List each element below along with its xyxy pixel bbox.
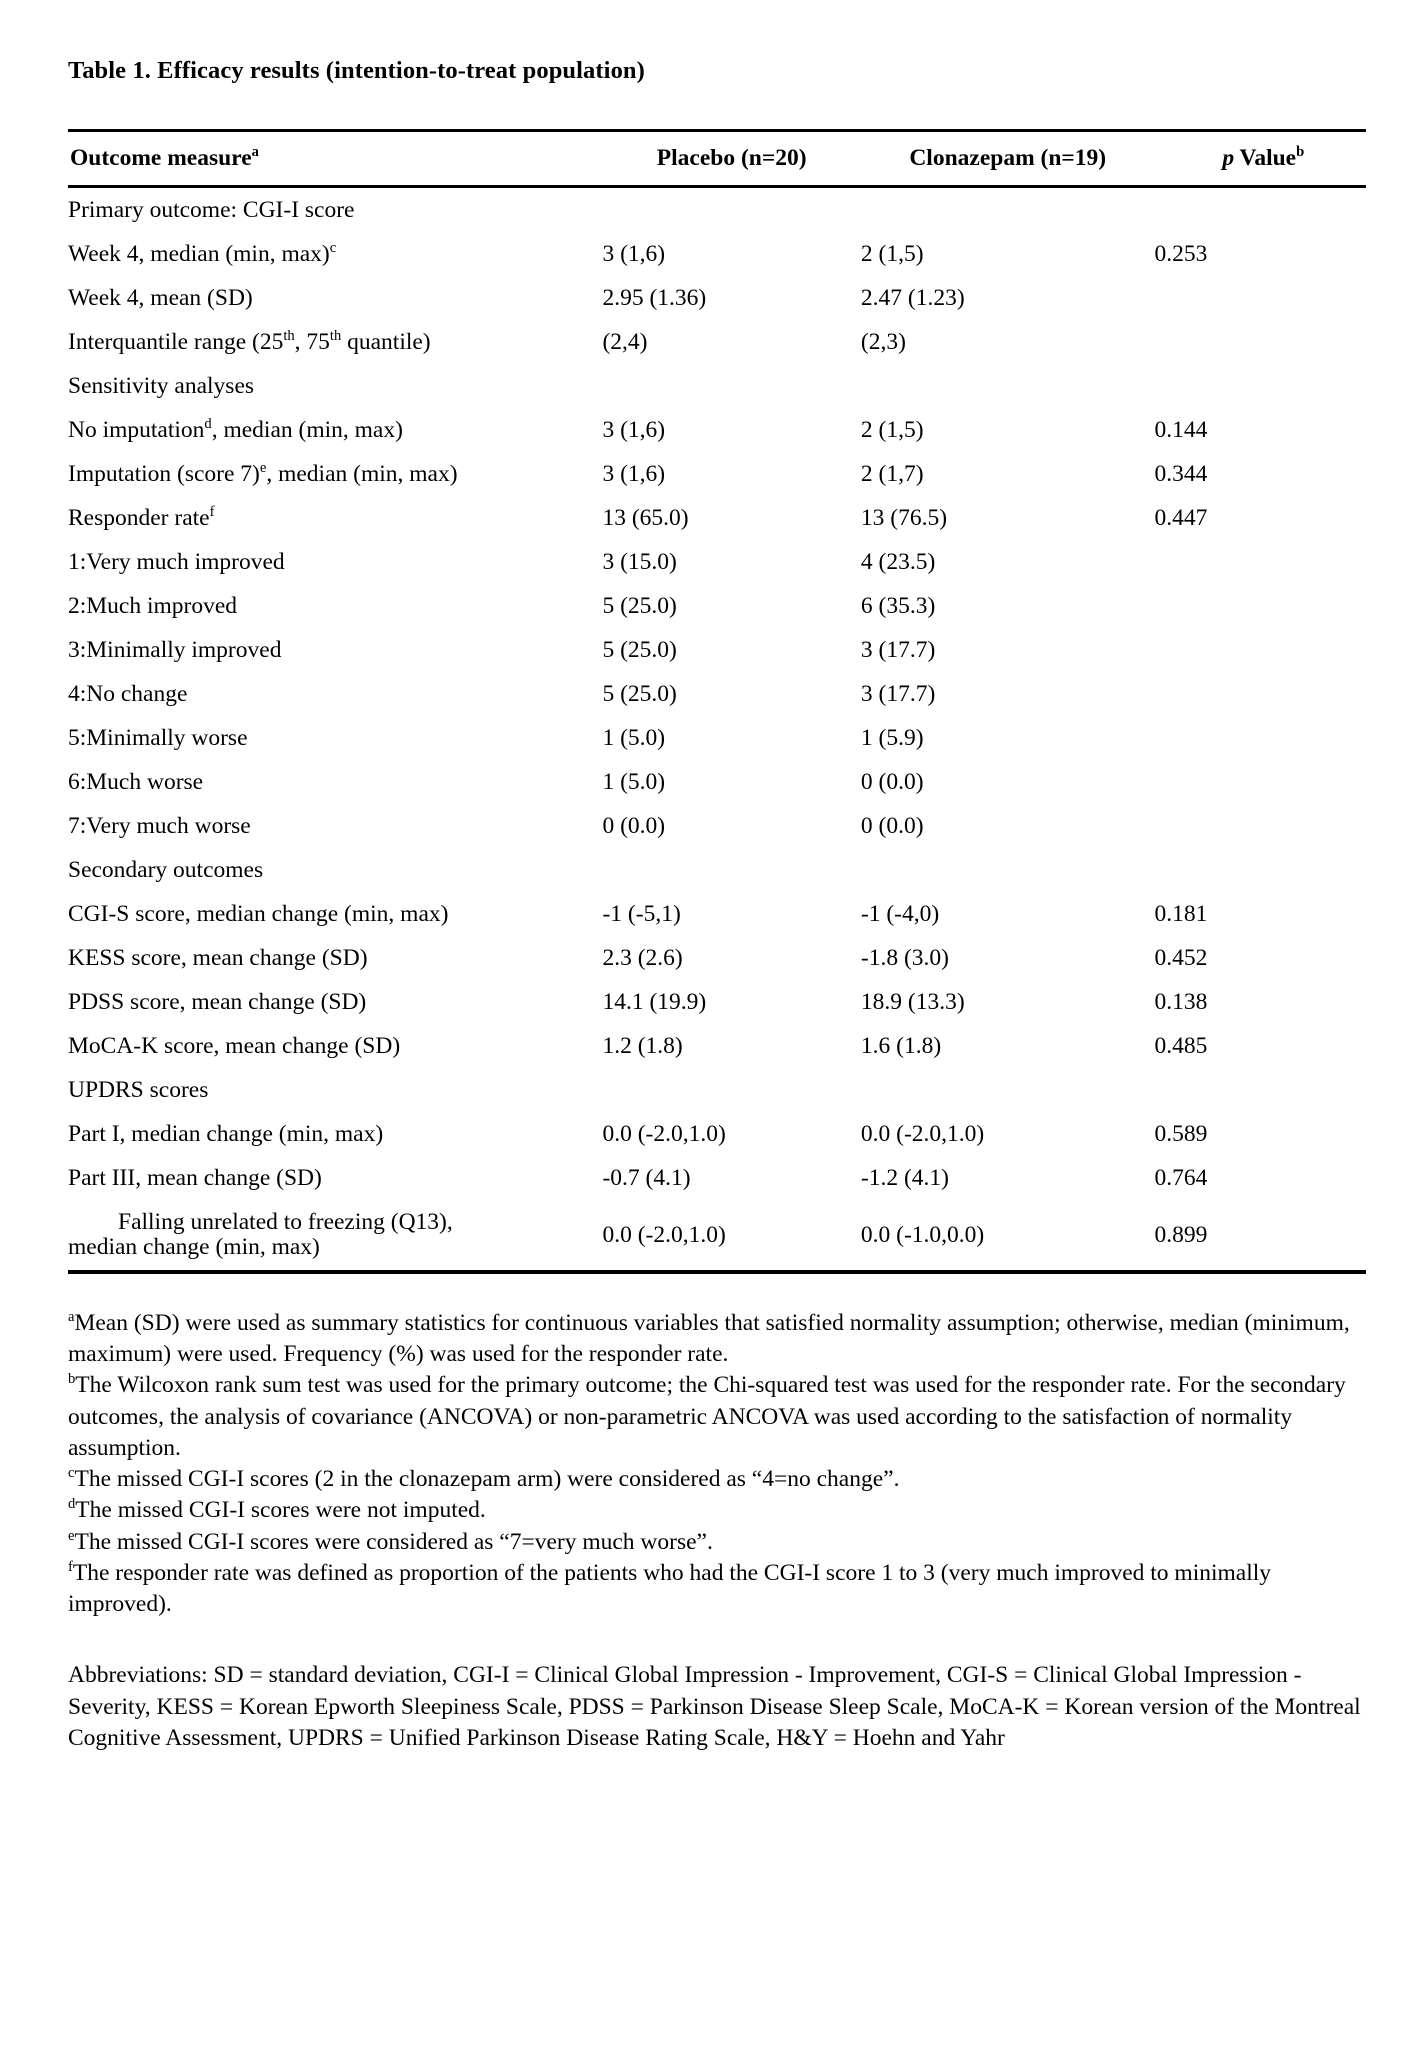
cell-placebo: -1 (-5,1) [602,901,681,928]
footnote-marker-e: e [68,1527,75,1544]
cell-placebo: 1 (5.0) [602,725,666,752]
cell-p-value: 0.589 [1154,1121,1208,1148]
row-label: 4:No change [68,681,188,708]
cell-clonazepam: 1.6 (1.8) [860,1033,942,1060]
cell-p-value [1155,1069,1366,1113]
table-row [68,981,1366,1025]
cell-placebo [602,1069,860,1113]
cell-p-value: 0.447 [1154,505,1208,532]
table-row [68,453,1366,497]
row-label: Week 4, mean (SD) [68,284,253,311]
footnote-text: The Wilcoxon rank sum test was used for the primary outcome; the Chi-squared test was used for the responder rate. For the secondary outcomes, the analysis of covariance (ANCOVA) or non-parametric ANCOVA was used according to the satisfaction of normality assumption. [68,1372,1346,1461]
table-body [68,187,1366,1272]
cell-clonazepam: 6 (35.3) [860,593,936,620]
footnote-d [68,1495,1368,1526]
cell-placebo: 5 (25.0) [602,637,677,664]
table-row [68,187,1366,233]
cell-p-value [1155,364,1366,408]
cell-clonazepam: 2 (1,7) [860,461,924,487]
footnote-c [68,1464,1368,1495]
row-label: Imputation (score 7)$^e$, median (min, max) [68,460,458,487]
cell-p-value [1155,320,1366,364]
table-row [68,629,1366,673]
cell-p-value [1155,276,1366,320]
table-row [68,497,1366,541]
table-row [68,408,1366,452]
cell-clonazepam: 3 (17.7) [860,637,936,664]
cell-placebo: 5 (25.0) [602,681,677,708]
row-label: 2:Much improved [68,593,238,620]
cell-placebo: -0.7 (4.1) [602,1165,691,1192]
table-row [68,849,1366,893]
footnote-a [68,1308,1368,1371]
column-header-placebo: Placebo (n=20) [602,131,860,187]
footnote-marker-b: b [1296,144,1305,161]
row-label [68,1201,602,1272]
footnote-marker-c: c [68,1465,75,1482]
cell-placebo: 3 (1,6) [602,461,666,487]
cell-p-value [1155,761,1366,805]
p-value-word: Value [1234,145,1297,172]
row-label-line-2: median change (min, max) [68,1234,320,1261]
row-label: Sensitivity analyses [68,372,255,399]
row-label: KESS score, mean change (SD) [68,945,368,972]
column-header-clonazepam: Clonazepam (n=19) [861,131,1155,187]
cell-placebo [602,849,860,893]
cell-p-value: 0.144 [1154,416,1208,443]
table-row [68,937,1366,981]
row-label: Primary outcome: CGI-I score [68,196,355,223]
cell-clonazepam [861,187,1155,233]
row-label: 1:Very much improved [68,549,285,576]
cell-p-value [1155,629,1366,673]
footnote-marker-d: d [68,1496,76,1513]
footnote-f [68,1558,1368,1621]
cell-clonazepam: 2 (1,5) [860,240,924,267]
abbreviations-block [68,1660,1368,1754]
cell-p-value [1155,805,1366,849]
row-label: Week 4, median (min, max)$^c$ [68,240,337,267]
cell-clonazepam: 13 (76.5) [860,505,948,532]
cell-clonazepam [861,364,1155,408]
column-header-p-value [1155,131,1366,187]
cell-placebo: 2.95 (1.36) [602,284,707,311]
table-row [68,1157,1366,1201]
footnote-marker-c: c [329,240,337,257]
cell-clonazepam: -1.8 (3.0) [860,945,949,972]
row-label: Secondary outcomes [68,857,264,884]
table-row [68,276,1366,320]
cell-clonazepam: 0.0 (-1.0,0.0) [861,1201,1155,1272]
cell-clonazepam: 3 (17.7) [860,681,936,708]
cell-clonazepam [861,1069,1155,1113]
cell-p-value [1155,673,1366,717]
cell-clonazepam: 2 (1,5) [860,416,924,443]
table-caption: Table 1. Efficacy results (intention-to-treat population) [68,57,645,84]
cell-placebo: 5 (25.0) [602,593,677,620]
row-label: PDSS score, mean change (SD) [68,989,367,1016]
table-row [68,717,1366,761]
row-label: 6:Much worse [68,769,204,796]
cell-p-value: 0.485 [1154,1033,1208,1060]
table-row [68,232,1366,276]
table-row [68,805,1366,849]
cell-clonazepam: (2,3) [860,328,906,355]
row-label: Part III, mean change (SD) [68,1165,322,1192]
footnote-marker-a: a [251,144,259,161]
cell-clonazepam: -1.2 (4.1) [860,1165,949,1192]
table-row [68,320,1366,364]
footnote-e [68,1527,1368,1558]
cell-p-value: 0.181 [1154,901,1208,928]
footnote-marker-b: b [68,1371,76,1388]
cell-p-value: 0.899 [1155,1201,1366,1272]
cell-placebo: 0 (0.0) [602,813,666,840]
cell-placebo: 0.0 (-2.0,1.0) [602,1121,726,1148]
table-row [68,893,1366,937]
footnote-b [68,1370,1368,1464]
cell-clonazepam: -1 (-4,0) [860,901,940,928]
column-header-outcome-label: Outcome measure [70,145,252,172]
cell-placebo: 13 (65.0) [602,505,689,532]
cell-placebo: 1.2 (1.8) [602,1033,683,1060]
cell-clonazepam: 0 (0.0) [860,813,924,840]
cell-p-value [1155,541,1366,585]
cell-placebo: 1 (5.0) [602,769,666,796]
row-label: Interquantile range (25th, 75th quantile) [68,328,431,355]
table-row [68,761,1366,805]
table-row [68,1113,1366,1157]
cell-clonazepam: 1 (5.9) [860,725,924,752]
cell-placebo: (2,4) [602,328,648,355]
cell-placebo: 0.0 (-2.0,1.0) [602,1201,860,1272]
table-row [68,1069,1366,1113]
row-label: Responder rate$^f$ [68,504,215,532]
cell-placebo: 3 (1,6) [602,416,666,443]
cell-p-value: 0.764 [1154,1165,1208,1192]
table-row [68,1025,1366,1069]
footnotes-block [68,1308,1368,1621]
cell-clonazepam [861,849,1155,893]
cell-placebo: 14.1 (19.9) [602,989,707,1016]
footnote-text: The responder rate was defined as proportion of the patients who had the CGI-I score 1 to 3 (very much improved to minimally improved). [68,1559,1272,1618]
row-label: MoCA-K score, mean change (SD) [68,1033,401,1060]
table-row [68,541,1366,585]
table-header [68,131,1366,187]
table-row [68,364,1366,408]
footnote-marker-f: f [68,1558,73,1575]
cell-placebo: 3 (15.0) [602,549,677,576]
table-row [68,673,1366,717]
row-label: 3:Minimally improved [68,637,282,664]
cell-p-value [1155,849,1366,893]
row-label: UPDRS scores [68,1077,209,1104]
cell-clonazepam: 2.47 (1.23) [860,284,965,311]
cell-clonazepam: 18.9 (13.3) [860,989,965,1016]
footnote-text: Mean (SD) were used as summary statistics for continuous variables that satisfied normality assumption; otherwise, median (minimum, maximum) were used. Frequency (%) was used for the responder rate. [68,1309,1350,1368]
footnote-text: The missed CGI-I scores (2 in the clonazepam arm) were considered as “4=no change”. [74,1466,900,1493]
cell-p-value [1155,585,1366,629]
cell-clonazepam: 0 (0.0) [860,769,924,796]
cell-placebo: 3 (1,6) [602,240,666,267]
table-header-row [68,131,1366,187]
footnote-marker-a: a [68,1308,75,1325]
row-label: Part I, median change (min, max) [68,1121,384,1148]
cell-p-value: 0.253 [1154,240,1208,267]
row-label-line-1: Falling unrelated to freezing (Q13), [118,1209,453,1236]
footnote-text: The missed CGI-I scores were not imputed. [75,1497,486,1524]
cell-p-value [1155,717,1366,761]
row-label: 5:Minimally worse [68,725,248,752]
row-label: CGI-S score, median change (min, max) [68,901,449,928]
footnote-text: The missed CGI-I scores were considered as “7=very much worse”. [74,1528,713,1555]
cell-placebo [602,364,860,408]
column-header-outcome-measure [68,131,602,187]
cell-clonazepam: 0.0 (-2.0,1.0) [860,1121,985,1148]
cell-p-value: 0.452 [1154,945,1208,972]
efficacy-table-container [68,129,1366,1273]
cell-placebo [602,187,860,233]
table-row [68,1201,1366,1272]
row-label: 7:Very much worse [68,813,251,840]
abbreviations-text: Abbreviations: SD = standard deviation, CGI-I = Clinical Global Impression - Improvement, CGI-S = Clinical Global Impression - Severity, KESS = Korean Epworth Sleepiness Scale, PDSS = Parkinson Disease Sleep Scale, MoCA-K = Korean version of the Montreal Cognitive Assessment, UPDRS = Unified Parkinson Disease Rating Scale, H&Y = Hoehn and Yahr [68,1662,1361,1751]
cell-p-value [1155,187,1366,233]
cell-p-value: 0.138 [1154,989,1208,1016]
row-label: No imputation$^d$, median (min, max) [68,416,403,443]
cell-p-value: 0.344 [1154,461,1208,487]
cell-clonazepam: 4 (23.5) [860,549,936,576]
table-row [68,585,1366,629]
cell-placebo: 2.3 (2.6) [602,945,683,972]
efficacy-results-table [68,129,1366,1273]
p-value-italic-p: p [1222,145,1235,172]
